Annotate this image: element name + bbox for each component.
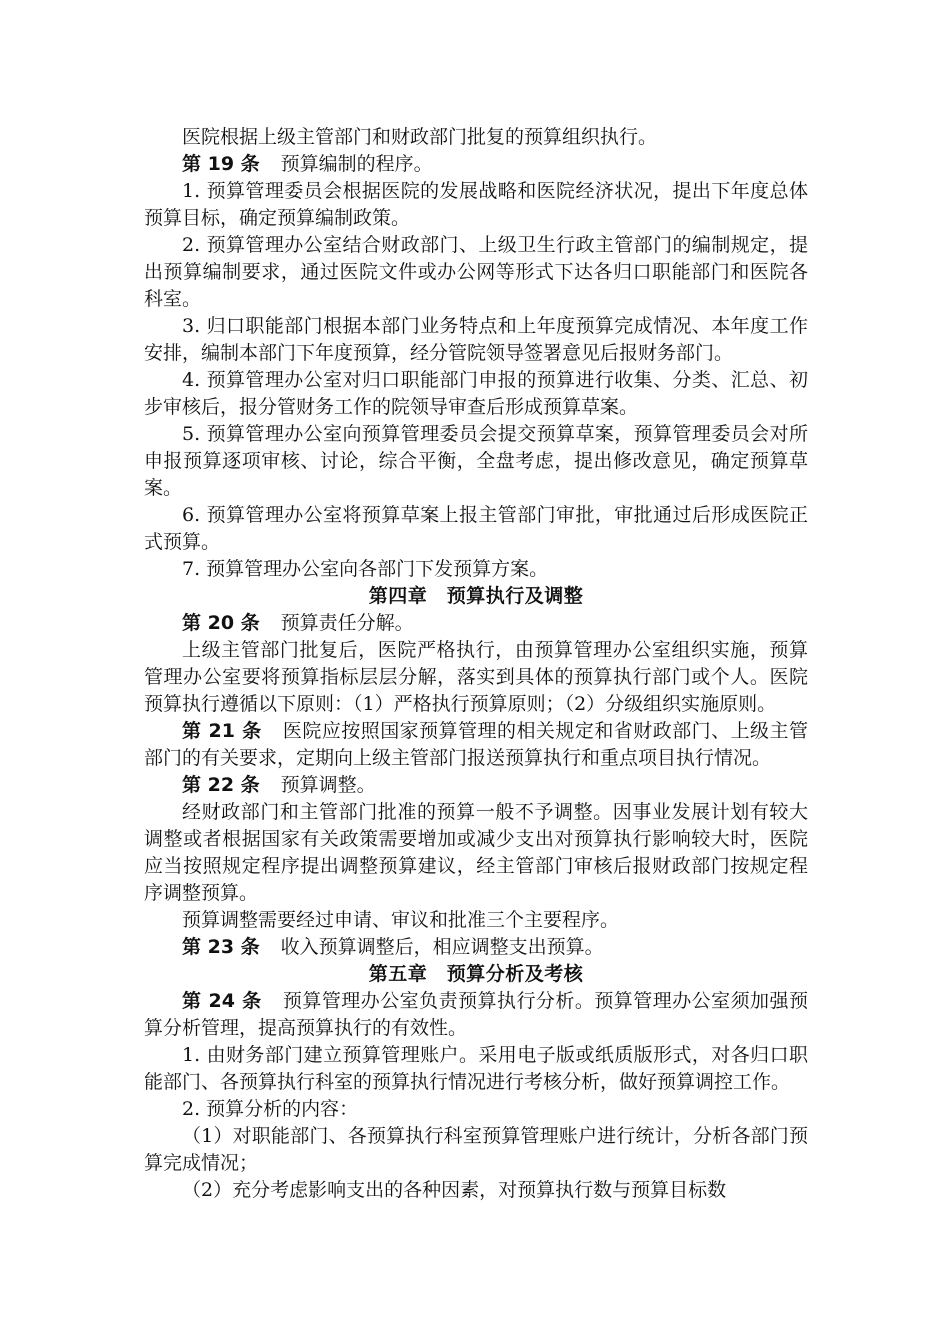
article-number: 第 19 条	[182, 153, 260, 175]
article-number: 第 21 条	[182, 720, 262, 742]
article-24	[144, 988, 808, 1042]
article-number: 第 22 条	[182, 774, 260, 796]
article-title: 预算调整。	[280, 774, 376, 796]
paragraph: 上级主管部门批复后，医院严格执行，由预算管理办公室组织实施，预算管理办公室要将预算指标层层分解，落实到具体的预算执行部门或个人。医院预算执行遵循以下原则：（1）严格执行预算原则；（2）分级组织实施原则。	[144, 639, 808, 715]
article-text: 医院应按照国家预算管理的相关规定和省财政部门、上级主管部门的有关要求，定期向上级主管部门报送预算执行和重点项目执行情况。	[144, 720, 808, 769]
list-item: 7. 预算管理办公室向各部门下发预算方案。	[182, 558, 549, 580]
paragraph: 医院根据上级主管部门和财政部门批复的预算组织执行。	[182, 126, 658, 148]
article-number: 第 20 条	[182, 612, 260, 634]
article-number: 第 23 条	[182, 936, 260, 958]
article-21	[144, 718, 808, 772]
list-item: 2. 预算分析的内容：	[182, 1098, 359, 1120]
list-item: 5. 预算管理办公室向预算管理委员会提交预算草案，预算管理委员会对所申报预算逐项审核、讨论，综合平衡，全盘考虑，提出修改意见，确定预算草案。	[144, 423, 808, 499]
list-item: 3. 归口职能部门根据本部门业务特点和上年度预算完成情况、本年度工作安排，编制本部门下年度预算，经分管院领导签署意见后报财务部门。	[144, 315, 808, 364]
list-item: （2）充分考虑影响支出的各种因素，对预算执行数与预算目标数	[182, 1179, 727, 1201]
article-19	[144, 151, 808, 178]
article-title: 预算责任分解。	[280, 612, 414, 634]
chapter-heading-5: 第五章 预算分析及考核	[368, 963, 584, 985]
paragraph: 预算调整需要经过申请、审议和批准三个主要程序。	[182, 909, 620, 931]
list-item: （1）对职能部门、各预算执行科室预算管理账户进行统计，分析各部门预算完成情况；	[144, 1125, 808, 1174]
article-number: 第 24 条	[182, 990, 262, 1012]
list-item: 1. 由财务部门建立预算管理账户。采用电子版或纸质版形式，对各归口职能部门、各预算执行科室的预算执行情况进行考核分析，做好预算调控工作。	[144, 1044, 808, 1093]
article-text: 收入预算调整后，相应调整支出预算。	[280, 936, 604, 958]
article-20	[144, 610, 808, 637]
list-item: 2. 预算管理办公室结合财政部门、上级卫生行政主管部门的编制规定，提出预算编制要求，通过医院文件或办公网等形式下达各归口职能部门和医院各科室。	[144, 234, 808, 310]
chapter-heading-4: 第四章 预算执行及调整	[368, 585, 584, 607]
article-text: 预算管理办公室负责预算执行分析。预算管理办公室须加强预算分析管理，提高预算执行的有效性。	[144, 990, 808, 1039]
list-item: 6. 预算管理办公室将预算草案上报主管部门审批，审批通过后形成医院正式预算。	[144, 504, 808, 553]
paragraph: 经财政部门和主管部门批准的预算一般不予调整。因事业发展计划有较大调整或者根据国家有关政策需要增加或减少支出对预算执行影响较大时，医院应当按照规定程序提出调整预算建议，经主管部门审核后报财政部门按规定程序调整预算。	[144, 801, 808, 904]
list-item: 4. 预算管理办公室对归口职能部门申报的预算进行收集、分类、汇总、初步审核后，报分管财务工作的院领导审查后形成预算草案。	[144, 369, 808, 418]
article-title: 预算编制的程序。	[280, 153, 433, 175]
document-page	[144, 124, 808, 1204]
article-23	[144, 934, 808, 961]
article-22	[144, 772, 808, 799]
list-item: 1. 预算管理委员会根据医院的发展战略和医院经济状况，提出下年度总体预算目标，确定预算编制政策。	[144, 180, 808, 229]
